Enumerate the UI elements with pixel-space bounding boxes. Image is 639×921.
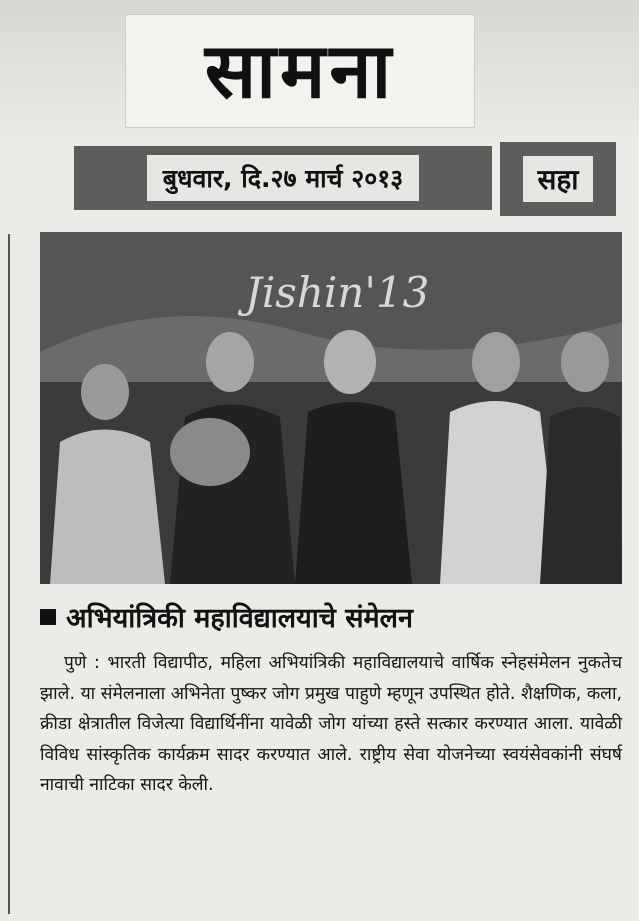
newspaper-masthead	[125, 14, 475, 128]
headline-text: अभियांत्रिकी महाविद्यालयाचे संमेलन	[66, 603, 413, 634]
dateline-bar	[74, 146, 492, 210]
page-label-text: सहा	[523, 156, 592, 202]
column-rule	[8, 234, 10, 914]
article-headline	[40, 598, 600, 635]
masthead-title: सामना	[204, 26, 396, 115]
photo-illustration	[40, 232, 622, 584]
article-body	[40, 648, 622, 801]
headline-bullet-icon	[40, 609, 56, 625]
dateline-text: बुधवार, दि.२७ मार्च २०१३	[147, 155, 419, 201]
event-photo	[40, 232, 622, 584]
photo-banner-text: Jishin'13	[245, 268, 430, 317]
article-paragraph: पुणे : भारती विद्यापीठ, महिला अभियांत्रिकी महाविद्यालयाचे वार्षिक स्नेहसंमेलन नुकतेच झाले. या संमेलनाला अभिनेता पुष्कर जोग प्रमुख पाहुणे म्हणून उपस्थित होते. शैक्षणिक, कला, क्रीडा क्षेत्रातील विजेत्या विद्यार्थिनींना यावेळी जोग यांच्या हस्ते सत्कार करण्यात आला. यावेळी विविध सांस्कृतिक कार्यक्रम सादर करण्यात आले. राष्ट्रीय सेवा योजनेच्या स्वयंसेवकांनी संघर्ष नावाची नाटिका सादर केली.	[40, 653, 622, 795]
page-label-box	[500, 142, 616, 216]
